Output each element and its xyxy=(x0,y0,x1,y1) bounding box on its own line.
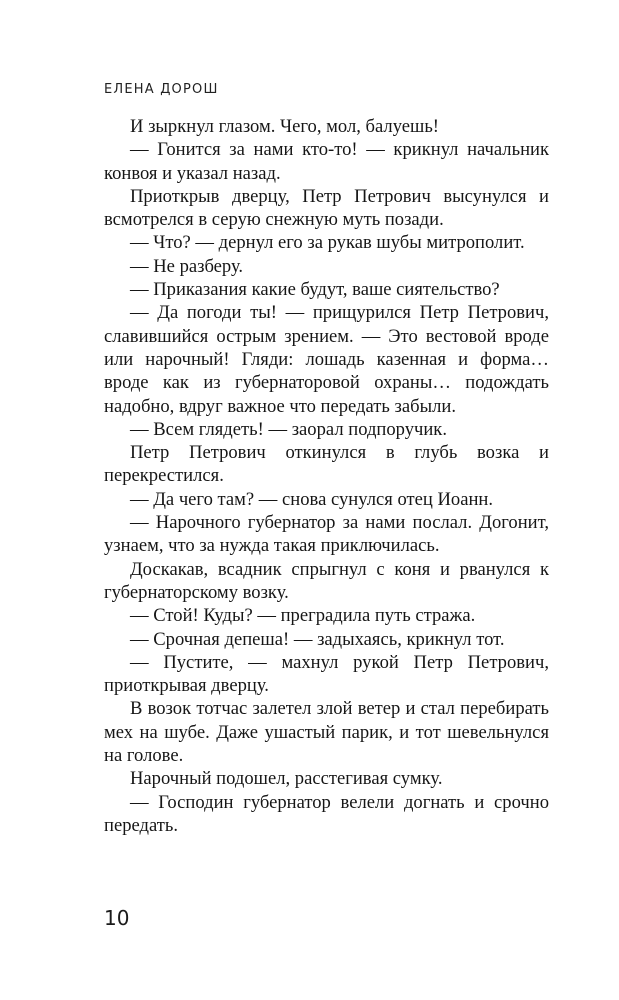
paragraph: И зыркнул глазом. Чего, мол, балуешь! xyxy=(130,116,439,137)
paragraph: — Да чего там? — снова сунулся отец Иоанн. xyxy=(130,488,494,510)
paragraph: Доскакав, всадник спрыгнул с коня и рванулся к губернаторскому возку. xyxy=(104,558,549,603)
paragraph: — Всем глядеть! — заорал подпоручик. xyxy=(130,418,447,440)
paragraph: — Пустите, — махнул рукой Петр Петрович, приоткрывая дверцу. xyxy=(104,651,549,697)
paragraph: — Что? — дернул его за рукав шубы митрополит. xyxy=(130,232,525,254)
page-number: 10 xyxy=(104,906,130,930)
paragraph: Нарочный подошел, расстегивая сумку. xyxy=(130,768,443,790)
paragraph: — Срочная депеша! — задыхаясь, крикнул тот. xyxy=(130,628,505,650)
paragraph: — Не разберу. xyxy=(130,255,244,277)
running-head-author: ЕЛЕНА ДОРОШ xyxy=(104,82,219,97)
paragraph: — Приказания какие будут, ваше сиятельство? xyxy=(130,279,500,301)
paragraph: — Стой! Куды? — преградила путь стража. xyxy=(130,605,476,627)
paragraph: Петр Петрович откинулся в глубь возка и перекрестился. xyxy=(104,442,549,487)
paragraph: — Гонится за нами кто-то! — крикнул начальник конвоя и указал назад. xyxy=(104,139,549,184)
body-text xyxy=(104,115,549,837)
paragraph: — Нарочного губернатор за нами послал. Догонит, узнаем, что за нужда такая приключилась. xyxy=(104,512,549,557)
paragraph: В возок тотчас залетел злой ветер и стал перебирать мех на шубе. Даже ушастый парик, и тот шевельнулся на голове. xyxy=(104,698,549,767)
paragraph: — Господин губернатор велели догнать и срочно передать. xyxy=(104,791,549,836)
paragraph: Приоткрыв дверцу, Петр Петрович высунулся и всмотрелся в серую снежную муть позади. xyxy=(104,185,549,231)
paragraph: — Да погоди ты! — прищурился Петр Петрович, славившийся острым зрением. — Это вестовой вроде или нарочный! Гляди: лошадь казенная и форма… вроде как из губернаторовой охраны… подождать надобно, вдруг важное что передать забыли. xyxy=(104,302,549,417)
